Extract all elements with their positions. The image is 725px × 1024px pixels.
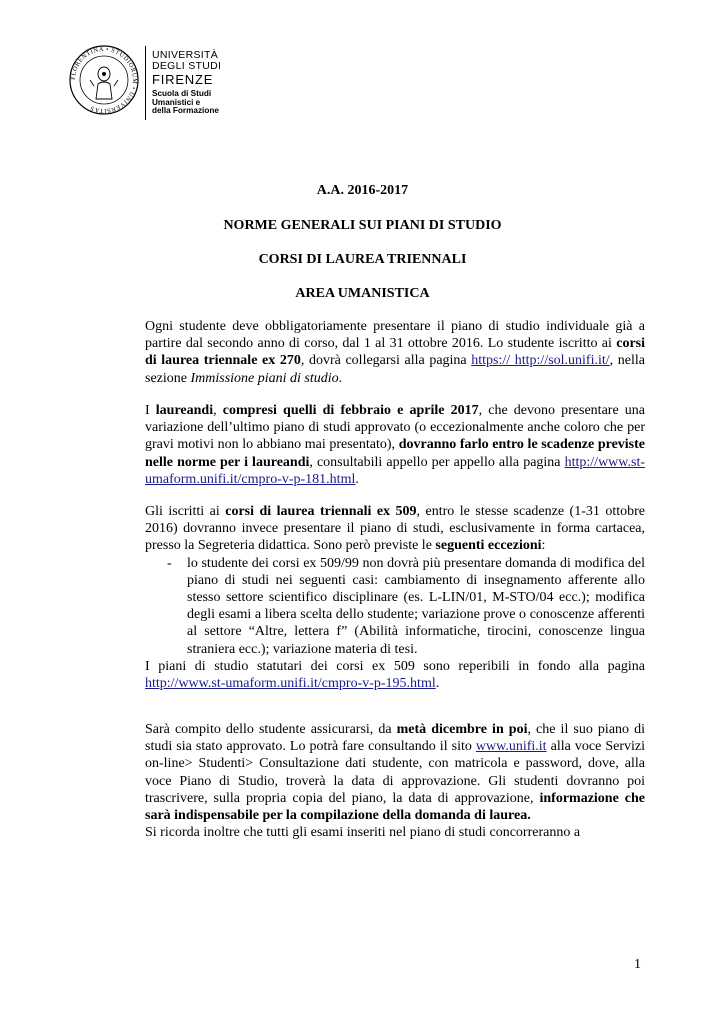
bold-text: corsi di laurea triennali ex 509 <box>225 504 417 519</box>
school-line-1: Scuola di Studi <box>152 89 212 98</box>
academic-year-heading: A.A. 2016-2017 <box>316 183 409 198</box>
text: , che il suo piano di studi sia stato approvato. Lo potrà fare consultando il sito <box>145 722 645 755</box>
sol-link[interactable]: https:// http://sol.unifi.it/ <box>471 353 610 369</box>
unifi-link[interactable]: www.unifi.it <box>475 739 547 755</box>
area-title: AREA UMANISTICA <box>295 286 430 301</box>
text: , <box>213 403 223 418</box>
paragraph-4 <box>145 721 645 841</box>
subtitle: CORSI DI LAUREA TRIENNALI <box>258 252 467 267</box>
seal-text: FLORENTINA • STUDIORUM • UNIVERSITAS <box>69 45 139 115</box>
norme-laureandi-link[interactable]: http://www.st-umaform.unifi.it/cmpro-v-p-181.html <box>145 454 645 487</box>
text: I piani di studio statutari dei corsi ex 509 sono reperibili in fondo alla pagina <box>145 658 645 674</box>
text: , nella sezione <box>145 353 645 386</box>
text: , entro le stesse scadenze (1-31 ottobre 2016) dovranno invece presentare il piano di studi, esclusivamente in forma cartacea, presso la Segreteria didattica. Sono però previste le <box>145 504 646 554</box>
text: , consultabili appello per appello alla pagina <box>309 454 565 470</box>
school-name <box>152 90 219 116</box>
text: Gli iscritti ai <box>145 504 226 519</box>
university-line-1: UNIVERSITÀ <box>152 49 219 61</box>
italic-text: Immissione piani di studio <box>190 370 339 386</box>
paragraph-3 <box>145 503 645 692</box>
piani-statutari-link[interactable]: http://www.st-umaform.unifi.it/cmpro-v-p-195.html <box>145 676 436 692</box>
university-logo <box>68 44 228 124</box>
text: alla voce Servizi on-line> Studenti> Consultazione dati studente, con matricola e password, dove, alla voce Piano di Studio, troverà la data di approvazione. Gli studenti dovranno poi trascrivere, sulla propria copia del piano, la data di approvazione, <box>145 739 645 806</box>
main-title: NORME GENERALI SUI PIANI DI STUDIO <box>223 218 502 233</box>
list-item-text: lo studente dei corsi ex 509/99 non dovrà più presentare domanda di modifica del piano di studi nei seguenti casi: cambiamento di insegnamento afferente allo stesso settore scientifico disciplinare (es. L-LIN/01, M-STO/04 ecc.); modifica degli esami a libera scelta dello studente; variazione prove o conoscenze afferenti al settore “Altre, lettera f” (Abilità informatiche, tirocini, conoscenze lingua straniera ecc.); variazione materia di tesi. <box>187 555 645 657</box>
school-line-2: Umanistici e <box>152 97 201 107</box>
text: , dovrà collegarsi alla pagina <box>300 353 472 369</box>
university-line-2: DEGLI STUDI <box>152 60 222 72</box>
logo-divider <box>145 46 146 120</box>
school-line-3: della Formazione <box>152 106 219 116</box>
text: . <box>355 471 359 487</box>
bold-text: informazione che sarà indispensabile per la compilazione della domanda di laurea. <box>145 790 645 824</box>
text: . <box>435 676 440 692</box>
text: Ogni studente deve obbligatoriamente presentare il piano di studio individuale già a partire dal secondo anno di corso, dal 1 al 31 ottobre 2016. Lo studente iscritto ai <box>145 319 645 352</box>
text: . <box>338 370 343 386</box>
bold-text: dovranno farlo entro le scadenze previste nelle norme per i laureandi <box>145 437 645 470</box>
university-line-3: FIRENZE <box>152 72 214 87</box>
text: , che devono presentare una variazione dell’ultimo piano di studi approvato (o eccezionalmente anche coloro che per gravi motivi non lo abbiano mai presentato), <box>145 403 646 453</box>
page-number: 1 <box>634 957 641 972</box>
list-dash: - <box>167 555 172 571</box>
paragraph-1 <box>145 318 645 387</box>
text: Sarà compito dello studente assicurarsi, da <box>145 722 397 737</box>
university-seal-icon <box>68 44 140 116</box>
text: : <box>541 538 546 554</box>
text: I <box>145 403 156 418</box>
bold-text: seguenti eccezioni <box>435 538 542 554</box>
bold-text: metà dicembre in poi <box>396 722 528 737</box>
list-item <box>145 555 645 658</box>
paragraph-2 <box>145 402 645 488</box>
exceptions-list <box>145 555 645 658</box>
university-name <box>152 50 221 87</box>
closing-line: Si ricorda inoltre che tutti gli esami inseriti nel piano di studi concorreranno a <box>145 825 581 841</box>
bold-text: laureandi <box>155 403 214 418</box>
bold-text: corsi di laurea triennale ex 270 <box>145 336 645 369</box>
bold-text: compresi quelli di febbraio e aprile 2017 <box>222 403 479 418</box>
